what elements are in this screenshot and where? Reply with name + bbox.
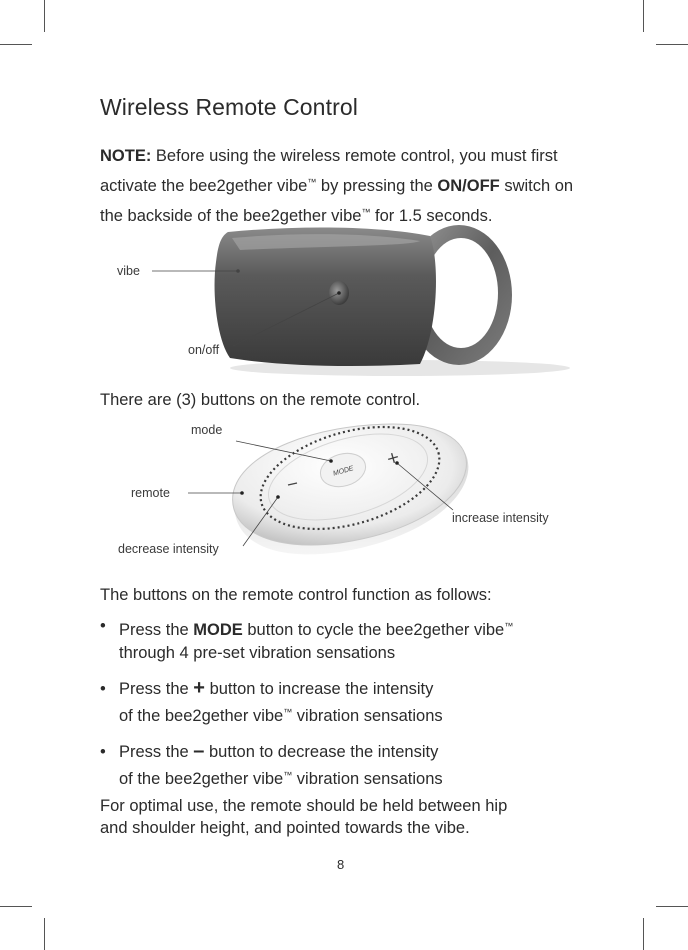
decrease-intensity-label: decrease intensity <box>118 542 219 556</box>
remote-device <box>233 408 469 554</box>
increase-leader-dot <box>395 461 399 465</box>
list-item: • Press the MODE button to cycle the bee2gether vibe™ through 4 pre-set vibration sensations <box>100 617 514 662</box>
bullet-dot: • <box>100 680 106 698</box>
mode-label: mode <box>191 423 223 437</box>
note-paragraph: NOTE: Before using the wireless remote control, you must first activate the bee2gether vibe™ by pressing the ON/OFF switch on the backside of the bee2gether vibe™ for 1.5 seconds. <box>100 147 574 225</box>
button-function-list <box>100 615 620 804</box>
page-title: Wireless Remote Control <box>100 94 358 120</box>
function-intro: The buttons on the remote control function as follows: <box>100 586 492 604</box>
list-item: • Press the – button to decrease the intensity of the bee2gether vibe™ vibration sensations <box>100 740 443 788</box>
vibe-label: vibe <box>117 264 140 278</box>
decrease-leader-dot <box>276 495 280 499</box>
buttons-intro: There are (3) buttons on the remote control. <box>100 391 421 409</box>
mode-leader-dot <box>329 459 333 463</box>
bullet-dot: • <box>100 743 106 761</box>
remote-leader-dot <box>240 491 244 495</box>
mode-bold: MODE <box>193 621 243 639</box>
page-number: 8 <box>337 857 345 872</box>
onoff-switch-name: ON/OFF <box>437 177 500 195</box>
plus-icon: + <box>193 677 205 699</box>
vibe-device <box>215 225 570 376</box>
vibe-leader-dot <box>236 269 240 273</box>
minus-icon: – <box>193 740 205 762</box>
list-item: • Press the + button to increase the intensity of the bee2gether vibe™ vibration sensations <box>100 677 443 725</box>
optimal-use-paragraph: For optimal use, the remote should be held between hip and shoulder height, and pointed towards the vibe. <box>100 797 508 837</box>
onoff-leader-dot <box>337 291 341 295</box>
mode-button-text: MODE <box>332 465 355 478</box>
remote-label: remote <box>131 486 170 500</box>
increase-intensity-label: increase intensity <box>452 511 549 525</box>
onoff-label: on/off <box>188 343 220 357</box>
note-label: NOTE: <box>100 147 152 165</box>
bullet-dot: • <box>100 617 106 635</box>
